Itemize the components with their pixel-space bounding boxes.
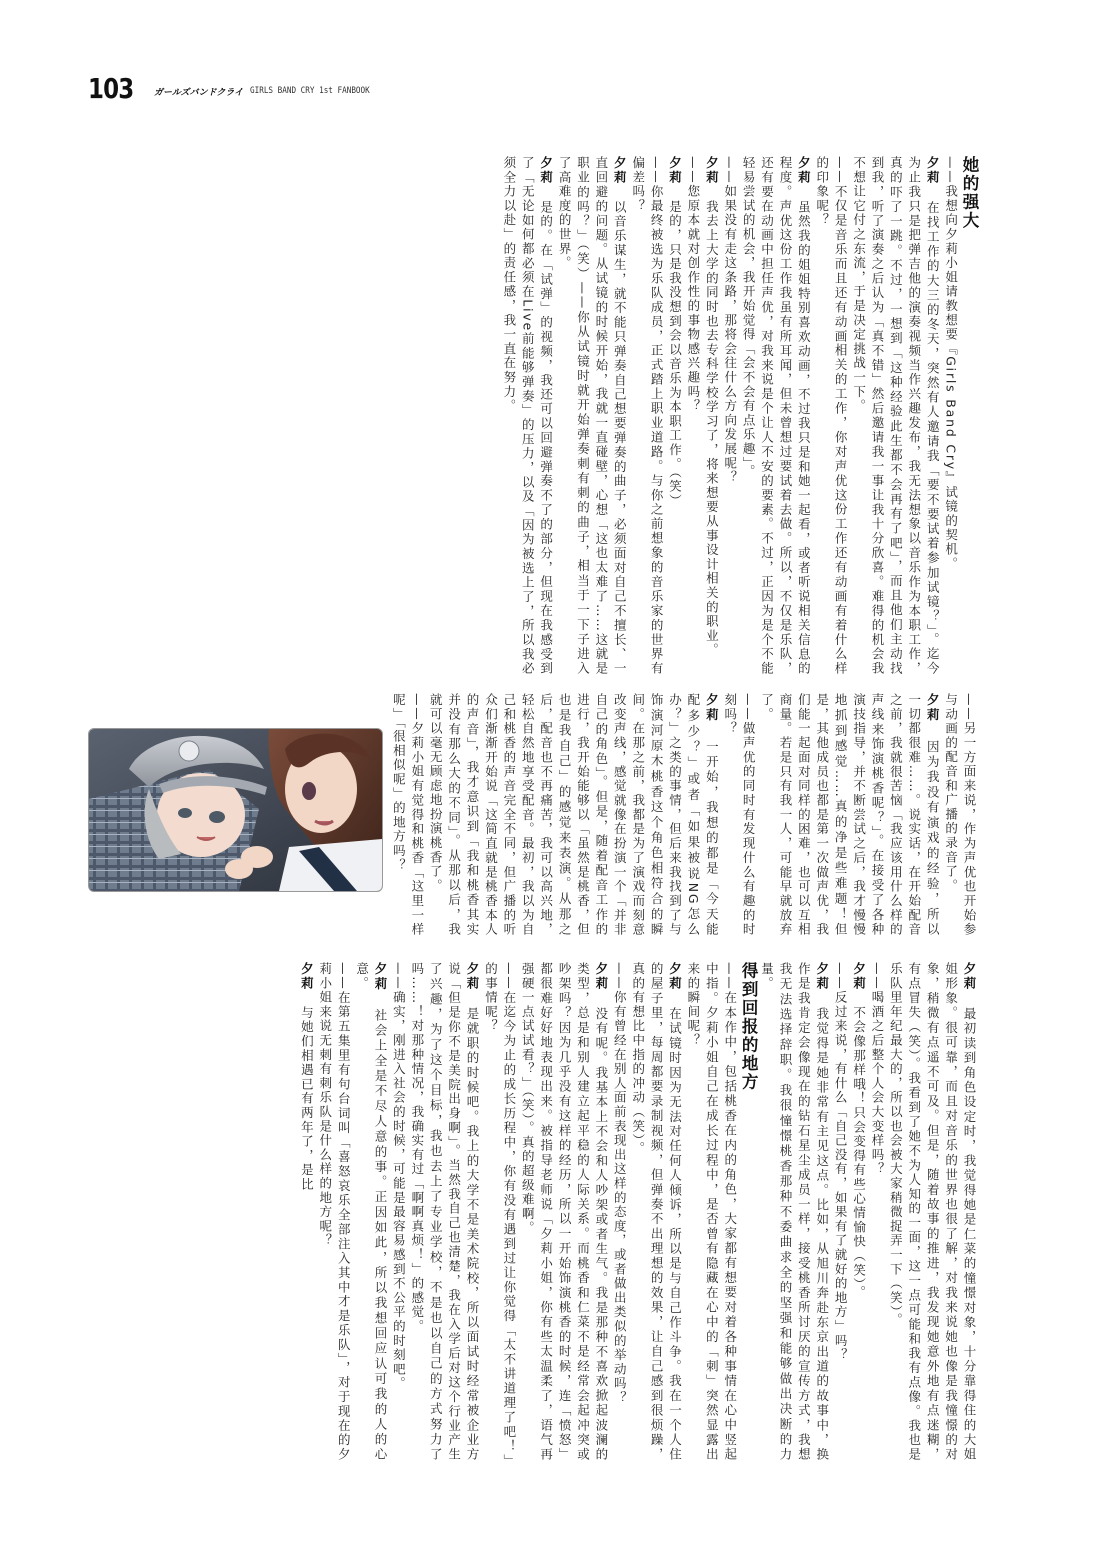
paragraph-text: ——确实，刚进入社会的时候，可能是最容易感到不公平的时刻吧。: [391, 962, 407, 1391]
question-paragraph: [684, 156, 702, 676]
question-paragraph: [315, 962, 352, 1462]
paragraph-text: ——不仅是音乐而且还有动画相关的工作，你对声优这份工作还有动画有着什么样的印象呢？: [814, 156, 849, 676]
paragraph-text: 我去上大学的同时也去专科学校学习了，将来想要从事设计相关的职业。: [704, 199, 720, 658]
page-header: [88, 72, 388, 106]
question-paragraph: [941, 693, 978, 937]
section-heading: 她的强大: [960, 156, 979, 230]
brand-logo: ガールズバンドクライ: [154, 88, 244, 98]
paragraph-text: ——另一方面来说，作为声优也开始参与动画的配音和广播的录音了。: [943, 693, 977, 937]
paragraph-text: ——在第五集里有句台词叫「喜怒哀乐全部注入其中才是乐队」，对于现在的夕莉小姐来说无刺有刺乐队是什么样的地方呢？: [317, 962, 352, 1462]
page-number: 103: [88, 72, 134, 105]
speaker-name: 夕莉: [851, 962, 867, 1005]
paragraph-text: 是的，只是我没想到会以音乐为本职工作。（笑）: [667, 199, 683, 509]
paragraph-text: ——在本作中，包括桃香在内的角色，大家都有想要对着各种事情在心中竖起中指。夕莉小姐自己在成长过程中，是否曾有隐藏在心中的「刺」突然显露出来的瞬间呢？: [685, 962, 738, 1462]
paragraph-text: ——您原本就对创作性的事物感兴趣吗？: [685, 156, 701, 414]
speaker-name: 夕莉: [814, 962, 830, 1007]
paragraph-text: 我觉得是她非常有主见这点。比如，从旭川奔赴东京出道的故事中，换作是我肯定会像现在的钻石星尘成员一样，接受桃香所讨厌的宣传方式，我想我无法选择辞职。我很憧憬桃香那种不委曲求全的坚强和能够做出决断的力量。: [759, 962, 830, 1462]
answer-paragraph: [757, 693, 941, 937]
question-paragraph: [720, 156, 738, 676]
answer-paragraph: [757, 962, 831, 1462]
paragraph-text: ——我想向夕莉小姐请教想要『Girls Band Cry』试镜的契机。: [943, 156, 959, 572]
paragraph-text: ——做声优的同时有发现什么有趣的时刻吗？: [722, 693, 757, 937]
paragraph-text: ——你有曾经在别人面前表现出这样的态度，或者做出类似的举动吗？: [612, 962, 628, 1406]
question-paragraph: [481, 962, 518, 1462]
paragraph-text: 一开始，我想的都是「今天能配多少？」或者「如果被说NG怎么办？」之类的事情，但后来我找到了与饰演河原木桃香这个角色相符合的瞬间。在那之前，我都是为了演戏而刻意改变声线，感觉就像在扮演一个「并非自己的角色」。但是，随着配音工作的进行，我开始能够以「虽然是桃香，但也是我自己」的感觉来表演。从那之后，配音也不再痛苦，我可以高兴地，轻松自然地享受配音。最初，我以为自己和桃香的声音完全不同，但广播的听众们渐渐开始说「这简直就是桃香本人的声音」，我才意识到「我和桃香其实并没有那么大的不同」。从那以后，我就可以毫无顾虑地扮演桃香了。: [428, 693, 720, 937]
paragraph-text: 社会上全是不尽人意的事。正因如此，所以我想回应认可我的人的心意。: [354, 962, 388, 1463]
paragraph-text: ——在迄今为止的成长历程中，你有没有遇到过让你觉得「太不讲道理了吧！」的事情呢？: [483, 962, 517, 1462]
paragraph-text: ——你最终被选为乐队成员，正式踏上职业道路。与你之前想象的音乐家的世界有偏差吗？: [630, 156, 665, 676]
answer-paragraph: [518, 962, 610, 1462]
speaker-name: 夕莉: [593, 962, 609, 1007]
answer-paragraph: [499, 156, 554, 676]
question-paragraph: [941, 156, 959, 676]
question-paragraph: [684, 962, 739, 1462]
question-paragraph: [389, 962, 407, 1462]
answer-paragraph: [555, 156, 629, 676]
speaker-name: 夕莉: [465, 962, 481, 1007]
answer-paragraph: [352, 962, 389, 1462]
paragraph-text: 以音乐谋生，就不能只弹奏自己想要弹奏的曲子，必须面对自己不擅长、一直回避的问题。从试镜的时候开始，我就一直碰壁，心想「这也太难了……这就是职业的吗？」（笑）——你从试镜时就开始弹奏刺有刺的曲子，相当于一下子进入了高难度的世界。: [557, 156, 628, 676]
answer-paragraph: [886, 962, 978, 1462]
speaker-name: 夕莉: [704, 693, 720, 739]
answer-paragraph: [665, 156, 683, 676]
paragraph-text: 没有呢。我基本上不会和人吵架或者生气。我是那种不喜欢掀起波澜的类型，总是和别人建立起平稳的人际关系。而桃香和仁菜不是经常会起冲突或吵架吗？因为几乎没有这样的经历，所以一开始饰演桃香的时候，连「愤怒」都很难好好地表现出来。被指导老师说「夕莉小姐，你有些太温柔了，语气再强硬一点试试看？」（笑）。真的超级难啊。: [520, 962, 609, 1462]
question-paragraph: [389, 693, 426, 937]
answer-paragraph: [849, 156, 941, 676]
speaker-name: 夕莉: [373, 962, 388, 1008]
question-paragraph: [868, 962, 886, 1462]
answer-paragraph: [849, 962, 867, 1462]
question-paragraph: [812, 156, 849, 676]
illustration-image: [89, 729, 382, 891]
answer-paragraph: [426, 693, 721, 937]
answer-paragraph: [702, 156, 720, 676]
paragraph-text: 不会像那样哦！只会变得有些心情愉快（笑）。: [851, 1005, 867, 1300]
speaker-name: 夕莉: [796, 156, 812, 200]
question-paragraph: [628, 156, 665, 676]
paragraph-text: 是就职的时候吧。我上的大学不是美术院校，所以面试时经常被企业方说「但是你不是美院出身啊」。当然我自己也清楚，我在入学后对这个行业产生了兴趣，为了这个目标，我也去上了专业学校，不是也以自己的方式努力了吗……！对那种情况，我确实有过「啊啊真烦！」的感觉。: [409, 962, 481, 1462]
speaker-name: 夕莉: [612, 156, 628, 200]
speaker-name: 夕莉: [538, 156, 554, 200]
question-paragraph: [720, 693, 757, 937]
speaker-name: 夕莉: [667, 962, 683, 1007]
answer-paragraph: [739, 156, 813, 676]
paragraph-text: ——反过来说，有什么「自己没有，如果有了就好的地方」吗？: [833, 962, 849, 1363]
question-paragraph: [831, 962, 849, 1462]
anime-illustration: [88, 728, 383, 892]
speaker-name: 夕莉: [962, 962, 977, 1007]
article-middle-row: [391, 693, 978, 937]
paragraph-text: ——如果没有走这条路，那将会往什么方向发展呢？: [722, 156, 738, 485]
paragraph-text: 与她们相遇已有两年了，是比: [299, 1005, 315, 1192]
answer-paragraph: [628, 962, 683, 1462]
paragraph-text: 虽然我的姐姐特别喜欢动画，不过我只是和她一起看，或者听说相关信息的程度。声优这份工作我虽有所耳闻，但未曾想过要试着去做。所以，不仅是乐队，还有要在动画中担任声优，对我来说是个让人不安的要素。不过，正因为是个不能轻易尝试的机会，我开始觉得「会不会有点乐趣」。: [741, 156, 812, 676]
paragraph-text: 因为我没有演戏的经验，所以一切都很难……。说实话，在开始配音之前，我就很苦恼「我应该用什么样的声线来饰演桃香呢？」。在接受了各种演技指导，并不断尝试之后，我才慢慢地抓到感觉……真的净是些难题！但是，其他成员也都是第一次做声优，我们能一起面对同样的困难，也可以互相商量。若是只有我一人，可能早就放弃了。: [759, 693, 941, 937]
section-heading: 得到回报的地方: [739, 962, 759, 1092]
answer-paragraph: [407, 962, 481, 1462]
speaker-name: 夕莉: [299, 962, 315, 1005]
paragraph-text: 是的。在「试弹」的视频，我还可以回避弹奏不了的部分，但现在我感受到了「无论如何都必须在Live前能够弹奏」的压力，以及「因为被选上了，所以我必须全力以赴」的责任感，我一直在努力。: [501, 156, 554, 676]
answer-paragraph: [297, 962, 315, 1462]
paragraph-text: ——喝酒之后整个人会大变样吗？: [869, 962, 885, 1177]
article-bottom-row: [88, 962, 978, 1462]
paragraph-text: 在试镜时因为无法对任何人倾诉，所以是与自己作斗争。我在一个人住的屋子里，每周都要录制视频，但弹奏不出理想的效果，让自己感到很烦躁，真的有想比中指的冲动（笑）。: [630, 962, 683, 1462]
paragraph-text: 在找工作的大三的冬天，突然有人邀请我「要不要试着参加试镜？」。迄今为止我只是把弹吉他的演奏视频当作兴趣发布，我无法想象以音乐作为本职工作，真的吓了一跳。不过，一想到「这种经验此生都不会再有了吧」，而且他们主动找到我，听了演奏之后认为「真不错」然后邀请我一事让我十分欣喜。难得的机会我不想让它付之东流，于是决定挑战一下。: [851, 156, 941, 676]
question-paragraph: [610, 962, 628, 1462]
speaker-name: 夕莉: [925, 693, 941, 739]
speaker-name: 夕莉: [925, 156, 941, 200]
book-title: GIRLS BAND CRY 1st FANBOOK: [250, 86, 370, 96]
paragraph-text: 最初读到角色设定时，我觉得她是仁菜的憧憬对象，十分靠得住的大姐姐形象。很可靠，而且对音乐的世界也很了解，对我来说她也像是我憧憬的对象，稍微有点遥不可及。但是，随着故事的推进，我发现她意外地有点迷糊，有点冒失（笑）。我看到了她不为人知的一面，这一点可能和我有点像。我也是乐队里年纪最大的，所以也会被大家稍微捉弄一下（笑）。: [888, 962, 977, 1462]
speaker-name: 夕莉: [667, 156, 683, 199]
paragraph-text: ——夕莉小姐有觉得和桃香「这里一样呢」「很相似呢」的地方吗？: [391, 693, 425, 937]
speaker-name: 夕莉: [704, 156, 720, 199]
article-top-row: [88, 156, 978, 676]
